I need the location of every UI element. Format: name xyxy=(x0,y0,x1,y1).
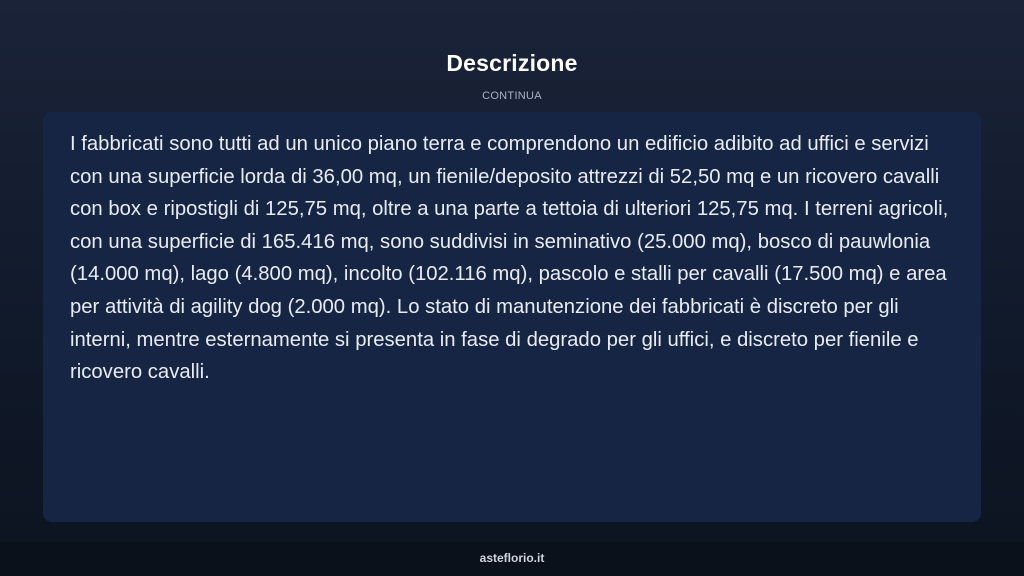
description-text: I fabbricati sono tutti ad un unico piano terra e comprendono un edificio adibito ad uffici e servizi con una superficie lorda di 36,00 mq, un fienile/deposito attrezzi di 52,50 mq e un ricovero cavalli con box e ripostigli di 125,75 mq, oltre a una parte a tettoia di ulteriori 125,75 mq. I terreni agricoli, con una superficie di 165.416 mq, sono suddivisi in seminativo (25.000 mq), bosco di pauwlonia (14.000 mq), lago (4.800 mq), incolto (102.116 mq), pascolo e stalli per cavalli (17.500 mq) e area per attività di agility dog (2.000 mq). Lo stato di manutenzione dei fabbricati è discreto per gli interni, mentre esternamente si presenta in fase di degrado per gli uffici, e discreto per fienile e ricovero cavalli. xyxy=(70,133,949,384)
footer-site-link[interactable]: asteflorio.it xyxy=(479,551,545,565)
footer-bar xyxy=(0,542,1024,576)
description-card xyxy=(43,112,981,522)
continue-link[interactable]: CONTINUA xyxy=(482,90,542,102)
page-title: Descrizione xyxy=(446,50,578,76)
